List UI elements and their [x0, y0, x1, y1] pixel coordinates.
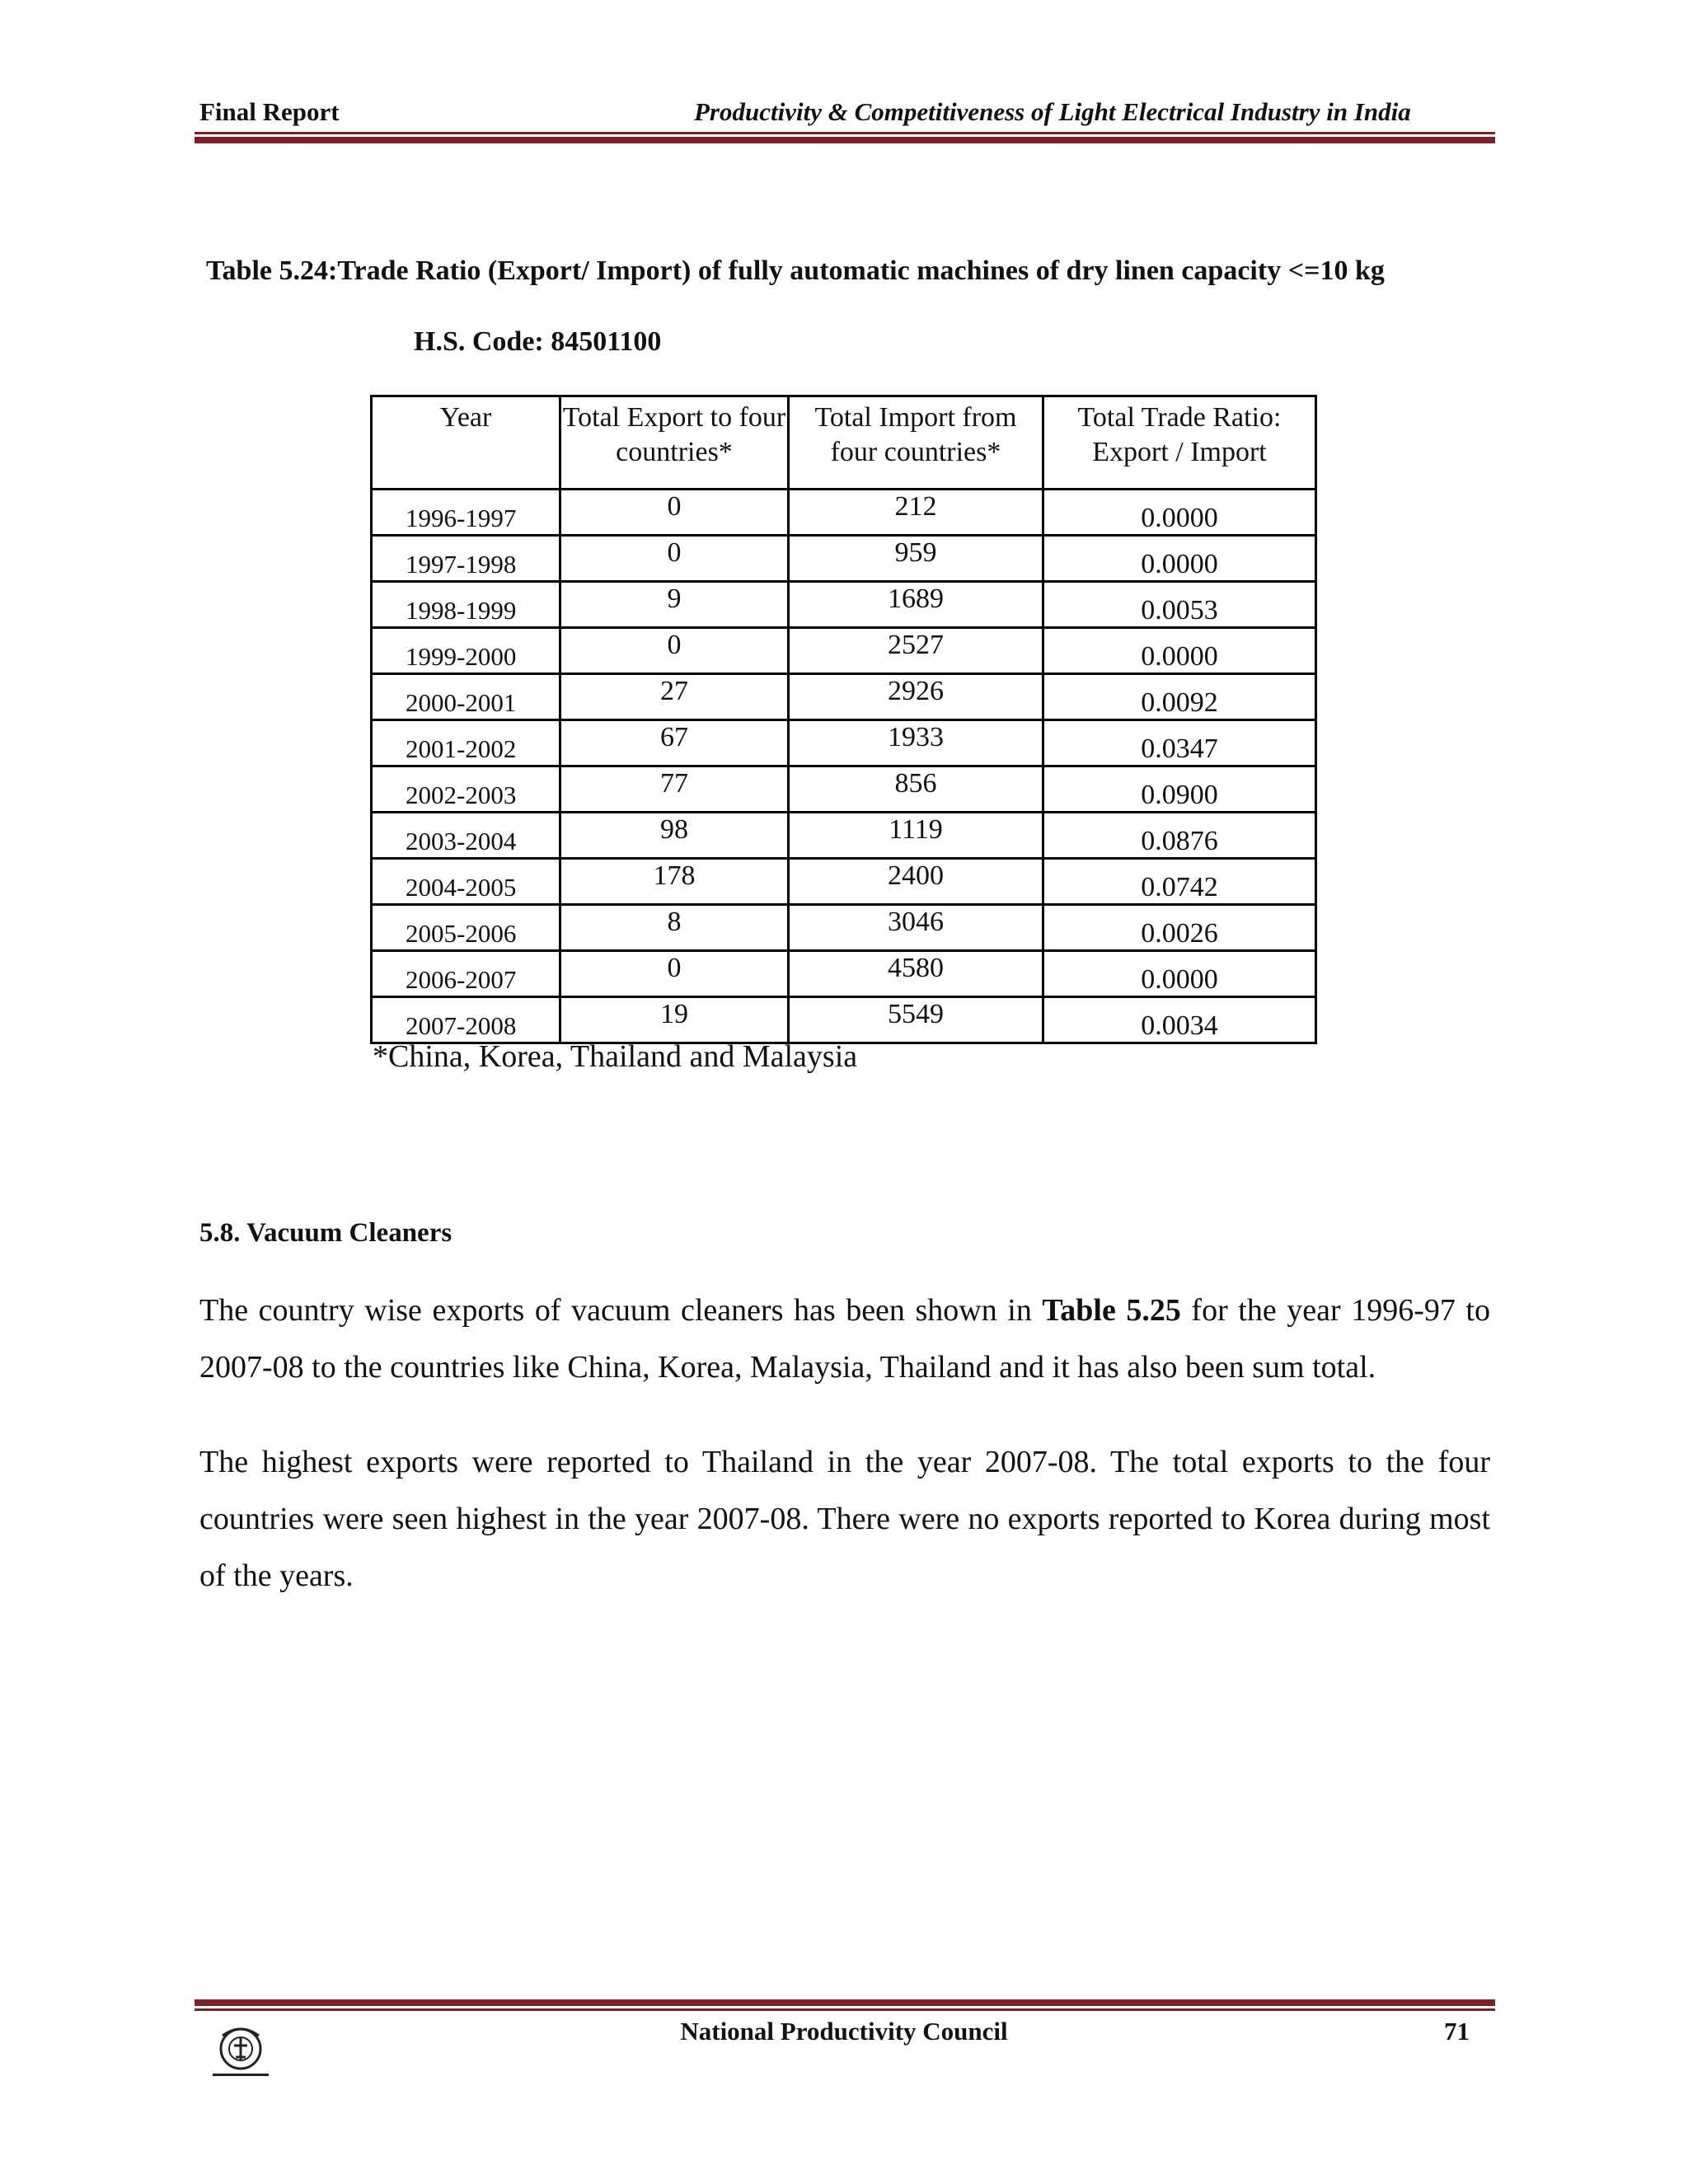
ratio-cell-text: 0.0034	[1141, 1010, 1218, 1041]
export-cell	[560, 905, 789, 951]
year-cell-text: 2003-2004	[406, 827, 517, 855]
export-cell	[560, 582, 789, 628]
export-cell	[560, 951, 789, 997]
year-cell	[372, 997, 560, 1043]
export-cell	[560, 813, 789, 859]
header-rule-thick	[195, 137, 1495, 143]
export-cell-text: 178	[653, 860, 696, 891]
ratio-cell-text: 0.0742	[1141, 872, 1218, 902]
year-cell-text: 1999-2000	[406, 642, 517, 671]
table-row	[372, 536, 1316, 582]
year-cell-text: 1997-1998	[406, 550, 517, 579]
table-row	[372, 582, 1316, 628]
header-right-title: Productivity & Competitiveness of Light Electrical Industry in India	[694, 97, 1411, 126]
import-cell-text: 2527	[888, 630, 944, 660]
import-cell-text: 3046	[888, 907, 944, 937]
export-cell-text: 19	[660, 999, 688, 1029]
year-cell	[372, 766, 560, 813]
export-cell	[560, 997, 789, 1043]
table-header-row	[372, 396, 1316, 490]
import-cell-text: 856	[894, 768, 937, 799]
import-cell	[789, 536, 1043, 582]
footer-rule-thin	[195, 2008, 1495, 2011]
ratio-cell-text: 0.0092	[1141, 687, 1218, 718]
export-cell-text: 0	[667, 953, 682, 983]
year-cell	[372, 674, 560, 720]
hs-code: H.S. Code: 84501100	[414, 326, 662, 357]
table-row	[372, 720, 1316, 766]
ratio-cell	[1043, 951, 1316, 997]
year-cell	[372, 720, 560, 766]
table-row	[372, 859, 1316, 905]
header-rule-thin	[195, 132, 1495, 134]
trade-ratio-table	[370, 395, 1317, 1044]
ratio-cell-text: 0.0000	[1141, 641, 1218, 672]
ratio-cell-text: 0.0000	[1141, 503, 1218, 533]
import-cell-text: 1933	[888, 722, 944, 752]
import-cell	[789, 997, 1043, 1043]
ratio-cell	[1043, 859, 1316, 905]
table-reference: Table 5.25	[1042, 1293, 1181, 1328]
ratio-cell	[1043, 628, 1316, 674]
table-row	[372, 951, 1316, 997]
export-cell-text: 98	[660, 814, 688, 845]
year-cell-text: 1998-1999	[406, 596, 517, 625]
ratio-cell	[1043, 813, 1316, 859]
table-body	[372, 490, 1316, 1043]
export-cell	[560, 720, 789, 766]
export-cell	[560, 674, 789, 720]
export-cell	[560, 766, 789, 813]
year-cell	[372, 490, 560, 536]
export-cell	[560, 536, 789, 582]
year-cell	[372, 813, 560, 859]
year-cell	[372, 951, 560, 997]
year-cell-text: 2002-2003	[406, 780, 517, 809]
year-cell-text: 2006-2007	[406, 965, 517, 994]
import-cell-text: 4580	[888, 953, 944, 983]
table-footnote: *China, Korea, Thailand and Malaysia	[373, 1039, 858, 1074]
import-cell-text: 1119	[889, 814, 943, 845]
footer-rule-thick	[195, 1999, 1495, 2006]
year-cell	[372, 859, 560, 905]
year-cell	[372, 582, 560, 628]
import-cell	[789, 720, 1043, 766]
col-header-ratio: Total Trade Ratio: Export / Import	[1043, 396, 1316, 490]
ratio-cell	[1043, 997, 1316, 1043]
import-cell-text: 212	[894, 491, 937, 522]
footer-organization: National Productivity Council	[680, 2017, 1008, 2046]
export-cell-text: 0	[667, 630, 682, 660]
export-cell-text: 8	[667, 907, 682, 937]
ratio-cell-text: 0.0026	[1141, 918, 1218, 949]
year-cell-text: 2001-2002	[406, 734, 517, 763]
table-row	[372, 766, 1316, 813]
table-caption: Table 5.24:Trade Ratio (Export/ Import) of fully automatic machines of dry linen capacity <=10 kg	[206, 255, 1385, 286]
paragraph-1	[199, 1282, 1490, 1396]
ratio-cell	[1043, 905, 1316, 951]
table-row	[372, 628, 1316, 674]
import-cell-text: 1689	[888, 583, 944, 614]
table-row	[372, 905, 1316, 951]
table-row	[372, 490, 1316, 536]
year-cell	[372, 905, 560, 951]
import-cell	[789, 582, 1043, 628]
ratio-cell	[1043, 582, 1316, 628]
import-cell	[789, 674, 1043, 720]
ratio-cell	[1043, 720, 1316, 766]
ratio-cell-text: 0.0347	[1141, 733, 1218, 764]
import-cell-text: 959	[894, 537, 937, 568]
import-cell	[789, 813, 1043, 859]
import-cell	[789, 951, 1043, 997]
year-cell-text: 2004-2005	[406, 873, 517, 902]
year-cell	[372, 628, 560, 674]
table-row	[372, 674, 1316, 720]
ratio-cell	[1043, 674, 1316, 720]
import-cell	[789, 490, 1043, 536]
export-cell-text: 0	[667, 491, 682, 522]
export-cell	[560, 859, 789, 905]
export-cell-text: 0	[667, 537, 682, 568]
header-left-title: Final Report	[199, 97, 340, 126]
paragraph-1-start: The country wise exports of vacuum cleaners has been shown in	[199, 1293, 1043, 1328]
export-cell-text: 9	[667, 583, 682, 614]
table-row	[372, 813, 1316, 859]
import-cell-text: 2400	[888, 860, 944, 891]
paragraph-1-end: for the year 1996-97 to 2007-08 to the countries like China, Korea, Malaysia, Thailand and it has also been sum total.	[199, 1293, 1490, 1385]
ratio-cell-text: 0.0053	[1141, 595, 1218, 626]
export-cell	[560, 490, 789, 536]
import-cell	[789, 905, 1043, 951]
export-cell-text: 67	[660, 722, 688, 752]
col-header-import: Total Import from four countries*	[789, 396, 1043, 490]
import-cell	[789, 859, 1043, 905]
export-cell	[560, 628, 789, 674]
ratio-cell-text: 0.0000	[1141, 549, 1218, 579]
year-cell-text: 1996-1997	[406, 504, 517, 532]
paragraph-2: The highest exports were reported to Thailand in the year 2007-08. The total exports to the four countries were seen highest in the year 2007-08. There were no exports reported to Korea during most of the years.	[199, 1445, 1490, 1593]
ratio-cell-text: 0.0000	[1141, 964, 1218, 995]
table-row	[372, 997, 1316, 1043]
export-cell-text: 77	[660, 768, 688, 799]
import-cell-text: 2926	[888, 676, 944, 706]
export-cell-text: 27	[660, 676, 688, 706]
page-number: 71	[1444, 2017, 1470, 2046]
year-cell	[372, 536, 560, 582]
import-cell-text: 5549	[888, 999, 944, 1029]
import-cell	[789, 628, 1043, 674]
ratio-cell-text: 0.0876	[1141, 826, 1218, 856]
col-header-year: Year	[372, 396, 560, 490]
year-cell-text: 2005-2006	[406, 919, 517, 948]
col-header-export: Total Export to four countries*	[560, 396, 789, 490]
ratio-cell-text: 0.0900	[1141, 780, 1218, 810]
year-cell-text: 2000-2001	[406, 688, 517, 717]
import-cell	[789, 766, 1043, 813]
section-heading: 5.8. Vacuum Cleaners	[199, 1218, 452, 1248]
ratio-cell	[1043, 536, 1316, 582]
ratio-cell	[1043, 490, 1316, 536]
year-cell-text: 2007-2008	[406, 1011, 517, 1040]
ratio-cell	[1043, 766, 1316, 813]
